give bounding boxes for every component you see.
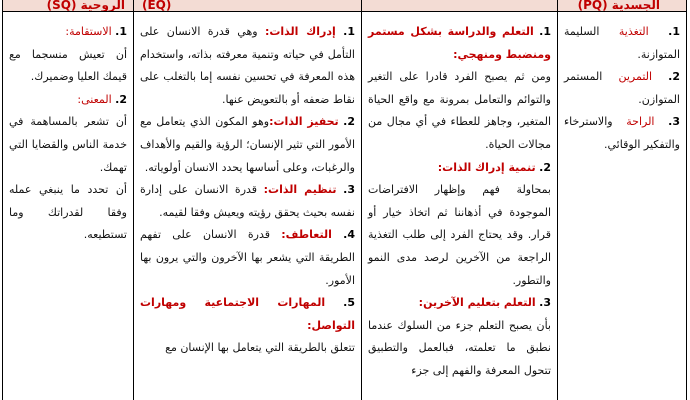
item-heading: التعلم والدراسة بشكل مستمر ومنضبط ومنهجي: (368, 25, 551, 61)
item-text: أن تشعر بالمساهمة في خدمة الناس والقضايا التي تهمك. (9, 115, 127, 174)
item-number: 3. (668, 115, 680, 129)
item-text: المستمر المتوازن. (564, 70, 680, 106)
item-text: أن تعيش منسجما مع قيمك العليا وضميرك. (9, 47, 127, 84)
item-text: قدرة الانسان على إدارة نفسه بحيث يحقق رؤيته ويعيش وفقا لقيمه. (140, 183, 355, 219)
column-body (558, 12, 686, 157)
item-text: بمحاولة فهم وإظهار الافتراضات الموجودة في أذهاننا ثم اتخاذ خيار أو قرار. وقد يحتاج الفرد إلى طلب التغذية الراجعة من الآخرين لرصد مدى النمو والتطور. (368, 183, 551, 287)
item-text: وهي قدرة الانسان على التأمل في حياته وتنمية معرفته بذاته، واستخدام هذه المعرفة في تحسين نفسه إما بالتغلب على نقاط ضعفه أو بالتعويض عنها. (140, 25, 355, 106)
item-number: 4. (343, 228, 356, 242)
list-item (140, 179, 355, 224)
item-heading: المهارات الاجتماعية ومهارات التواصل: (140, 296, 355, 332)
list-item (564, 111, 680, 156)
item-heading: التعاطف: (281, 228, 332, 242)
header-spiritual: الروحية (SQ) (46, 0, 125, 12)
item-text: بأن يصبح التعلم جزء من السلوك عندما نطبق ما تعلمته، فبالعمل والتطبيق تتحول المعرفة والفهم إلى جزء (368, 318, 551, 377)
item-number: 5. (343, 296, 355, 310)
column-physical (557, 0, 687, 400)
list-item (564, 21, 680, 66)
item-text: ومن ثم يصبح الفرد قادرا على التغير والتوائم والتعامل بمرونة مع واقع الحياة المتغير، وجاهز للعطاء في أي مجال من مجالات الحياة. (368, 70, 551, 151)
item-number: 3. (539, 296, 551, 310)
item-text: أن تحدد ما ينبغي عمله وفقا لقدراتك وما تستطيعه. (9, 183, 127, 242)
column-spiritual (2, 0, 133, 400)
list-item (9, 21, 127, 44)
list-item (368, 21, 551, 66)
column-intellectual (361, 0, 557, 400)
header-physical: الجسدية (PQ) (577, 0, 660, 12)
item-heading: التغذية (618, 25, 649, 38)
column-body (134, 12, 361, 360)
column-header (134, 0, 361, 12)
item-heading: التمرين (618, 70, 653, 84)
item-text: والاسترخاء والتفكير الوقائي. (564, 115, 680, 151)
column-body (362, 12, 557, 383)
header-emotional: (EQ) (142, 0, 172, 12)
item-number: 1. (343, 25, 355, 38)
item-number: 1. (115, 25, 127, 38)
item-heading: الراحة (626, 115, 655, 129)
item-text: قدرة الانسان على تفهم الطريقة التي يشعر بها الآخرون والتي يرون بها الأمور. (140, 228, 355, 287)
item-number: 1. (539, 25, 552, 38)
item-heading: التعلم بتعليم الآخرين: (418, 296, 536, 310)
column-emotional (133, 0, 361, 400)
list-item (140, 111, 355, 179)
item-heading: إدراك الذات: (264, 25, 336, 38)
list-item (9, 89, 127, 112)
item-heading: تنمية إدراك الذات: (437, 160, 536, 174)
item-number: 1. (668, 25, 680, 38)
column-header (558, 0, 686, 12)
values-table (2, 0, 687, 400)
item-heading: تنظيم الذات: (263, 183, 337, 197)
item-number: 2. (539, 160, 551, 174)
list-item (368, 292, 551, 315)
item-number: 2. (668, 70, 681, 84)
column-header (362, 0, 557, 12)
list-item (368, 157, 551, 180)
list-item (140, 292, 355, 337)
column-body (3, 12, 133, 247)
list-item (140, 21, 355, 111)
list-item (564, 66, 680, 111)
item-number: 2. (115, 92, 127, 106)
item-text: السليمة المتوازنة. (564, 25, 680, 61)
item-heading: الاستقامة: (65, 25, 112, 38)
item-number: 2. (343, 115, 356, 129)
item-heading: المعنى: (77, 92, 112, 106)
item-number: 3. (343, 183, 356, 197)
item-text: تتعلق بالطريقة التي يتعامل بها الإنسان مع (165, 341, 355, 355)
item-heading: تحفيز الذات: (269, 115, 339, 129)
list-item (140, 224, 355, 292)
column-header (3, 0, 133, 12)
item-text: وهو المكون الذي يتعامل مع الأمور التي تثير الإنسان؛ الرؤية والقيم والأهداف والرغبات، وعلى أساسها يحدد الانسان أولوياته. (140, 115, 355, 174)
